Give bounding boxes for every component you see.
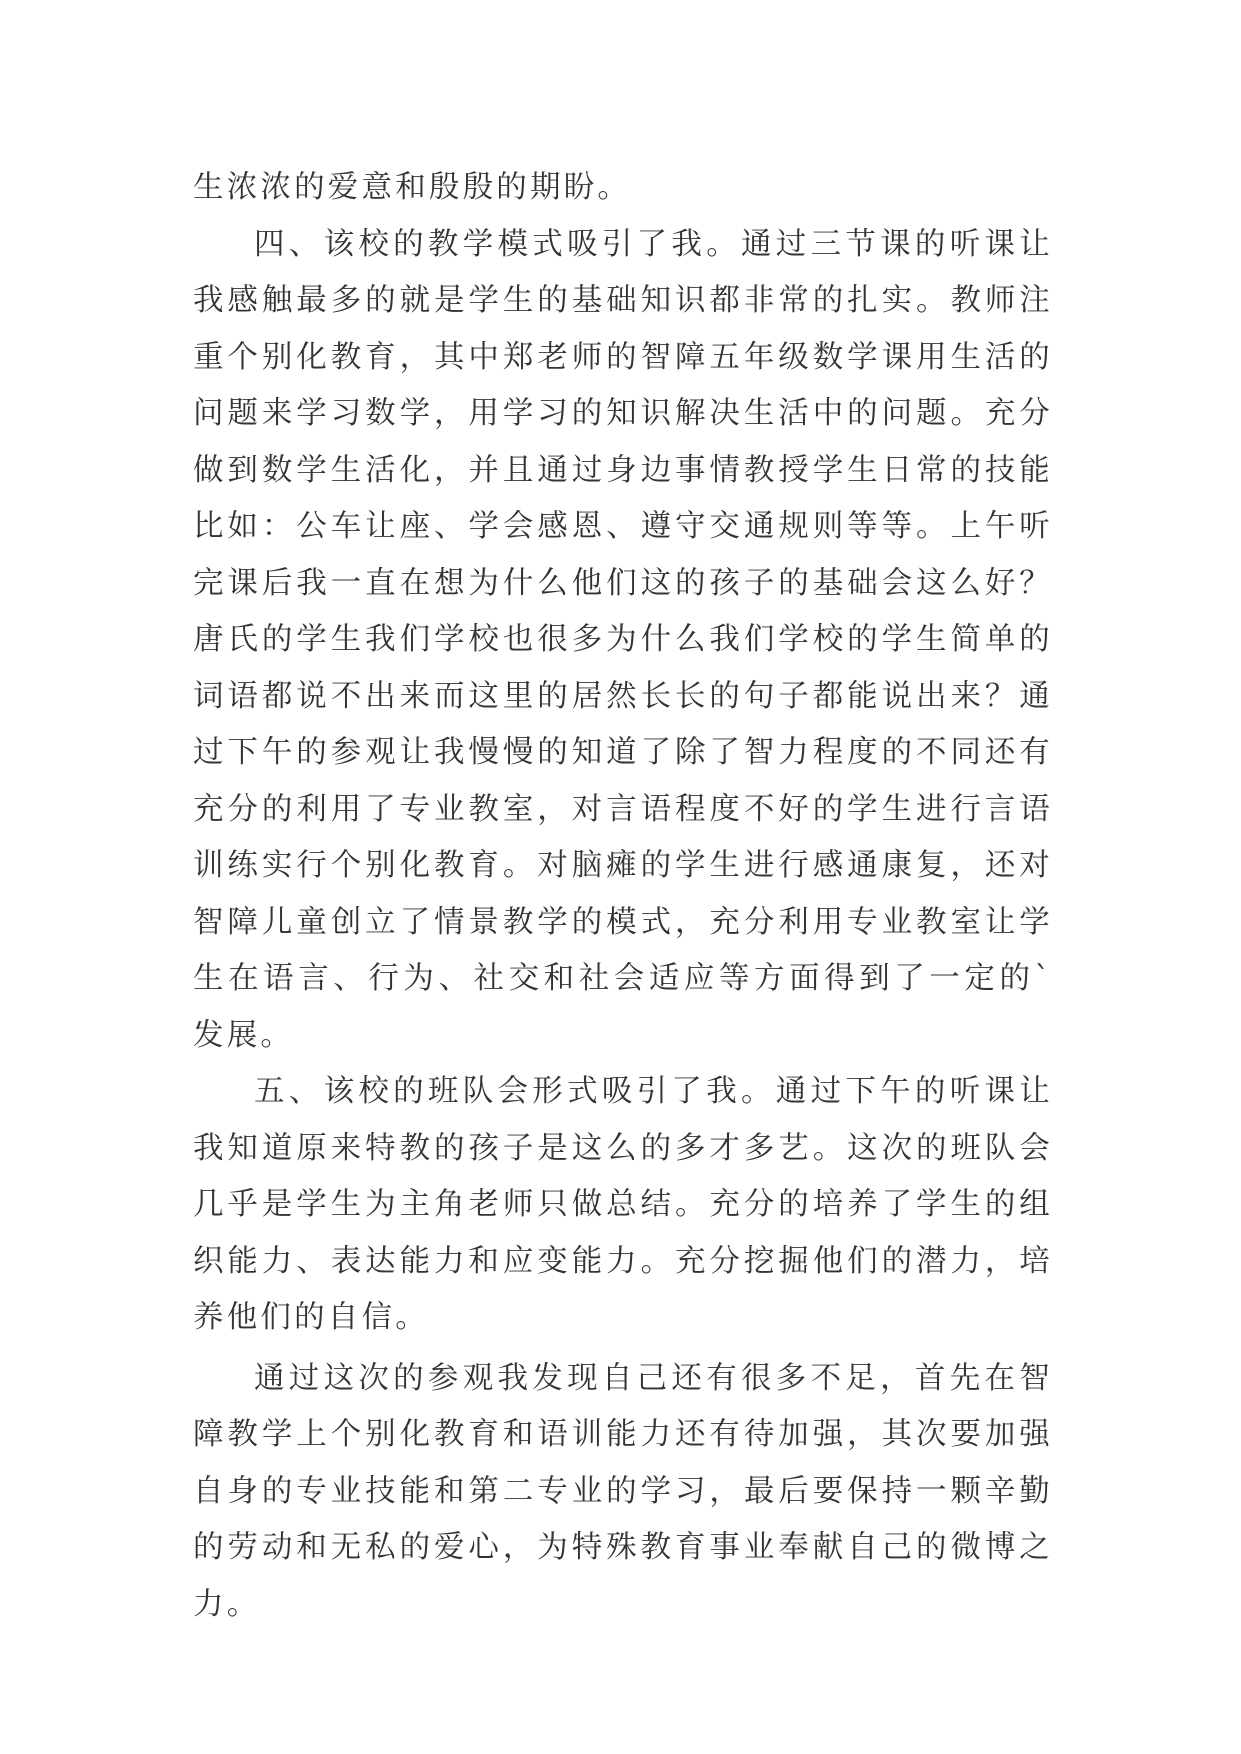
paragraph-1: 生浓浓的爱意和殷殷的期盼。 [193, 170, 632, 205]
paragraph-4: 通过这次的参观我发现自己还有很多不足，首先在智障教学上个别化教育和语训能力还有待加强，其次要加强自身的专业技能和第二专业的学习，最后要保持一颗辛勤的劳动和无私的爱心，为特殊教育事业奉献自己的微博之力。 [193, 1360, 1053, 1622]
document-body [193, 160, 1053, 1633]
paragraph-3: 五、该校的班队会形式吸引了我。通过下午的听课让我知道原来特教的孩子是这么的多才多艺。这次的班队会几乎是学生为主角老师只做总结。充分的培养了学生的组织能力、表达能力和应变能力。充分挖掘他们的潜力，培养他们的自信。 [193, 1074, 1053, 1335]
paragraph-2: 四、该校的教学模式吸引了我。通过三节课的听课让我感触最多的就是学生的基础知识都非常的扎实。教师注重个别化教育，其中郑老师的智障五年级数学课用生活的问题来学习数学，用学习的知识解决生活中的问题。充分做到数学生活化，并且通过身边事情教授学生日常的技能比如：公车让座、学会感恩、遵守交通规则等等。上午听完课后我一直在想为什么他们这的孩子的基础会这么好？唐氏的学生我们学校也很多为什么我们学校的学生简单的词语都说不出来而这里的居然长长的句子都能说出来？通过下午的参观让我慢慢的知道了除了智力程度的不同还有充分的利用了专业教室，对言语程度不好的学生进行言语训练实行个别化教育。对脑瘫的学生进行感通康复，还对智障儿童创立了情景教学的模式，充分利用专业教室让学生在语言、行为、社交和社会适应等方面得到了一定的`发展。 [193, 226, 1053, 1053]
